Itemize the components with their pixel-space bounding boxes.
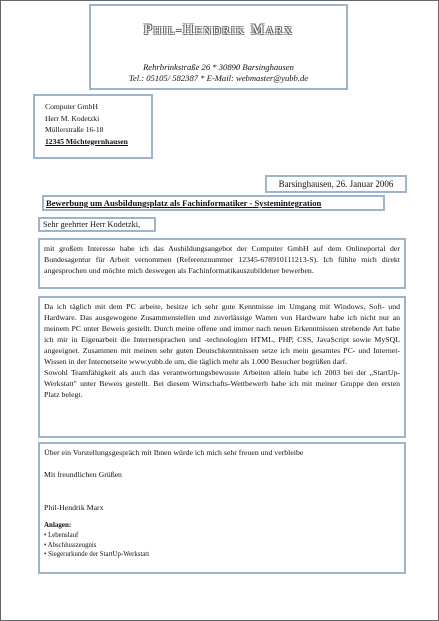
paragraph-teamwork-text: Sowohl Teamfähigkeit als auch das verantwortungsbewusste Arbeiten allein habe ich 2003 bei der „StartUp-Werkstatt" unter Beweis gestellt. Bei diesem Wirtschafts-Wettbewerb habe ich mit meiner Gruppe den ersten Platz belegt.	[44, 368, 400, 399]
salutation: Sehr geehrter Herr Kodetzki,	[38, 217, 156, 232]
letter-subject: Bewerbung um Ausbildungsplatz als Fachinformatiker - Systemintegration	[42, 195, 385, 211]
sender-contact: Tel.: 05105/ 582387 * E-Mail: webmaster@yubb.de	[128, 73, 309, 83]
recipient-city: 12345 Möchtegernhausen	[45, 136, 128, 146]
closing-sentence: Über ein Vorstellungsgespräch mit Ihnen würde ich mich sehr freuen und verbleibe	[44, 448, 304, 457]
attachment-item: • Siegerurkunde der StartUp-Werkstatt	[44, 551, 150, 558]
closing-section	[38, 442, 406, 574]
paragraph-skills	[38, 296, 406, 438]
paragraph-skills-text: Da ich täglich mit dem PC arbeite, besitze ich sehr gute Kenntnisse im Umgang mit Windows, Soft- und Hardware. Das ausgewogene Zusammenstellen und zuverlässige Warten von Hardware habe ich nicht nur an meinem PC unter Beweis gestellt. Durch meine offene und immer nach neuen Erkenntnissen strebende Art habe ich mir in Eigenarbeit die Internetsprachen und -technologien HTML, PHP, CSS, JavaScript sowie MySQL angeeignet. Zusammen mit meinen sehr guten Deutschkenntnissen setze ich mein gesamtes PC- und Internet-Wissen in der Internetseite www.yubb.de um, die täglich mehr als 1.000 Besucher begrüßen darf.	[44, 302, 400, 366]
recipient-address	[33, 94, 153, 159]
greeting: Mit freundlichen Grüßen	[44, 470, 122, 479]
attachment-item: • Abschlusszeugnis	[44, 541, 97, 549]
sender-name: Phil-Hendrik Marx	[143, 22, 294, 38]
signature: Phil-Hendrik Marx	[44, 503, 104, 512]
recipient-street: Müllerstraße 16-18	[45, 125, 104, 134]
sender-address: Rehrbrinkstraße 26 * 30890 Barsinghausen	[143, 62, 294, 72]
paragraph-intro: mit großem Interesse habe ich das Ausbildungsangebot der Computer GmbH auf dem Onlineportal der Bundesagentur für Arbeit vernommen (Referenznummer 12345-678910111213-S). Ich fühlte mich direkt angesprochen und möchte mich deswegen als Fachinformatikauszubildener bewerben.	[38, 238, 406, 289]
sender-header	[89, 4, 348, 90]
attachments-title: Anlagen:	[44, 521, 72, 529]
recipient-person: Herr M. Kodetzki	[45, 113, 100, 123]
letter-date: Barsinghausen, 26. Januar 2006	[265, 175, 407, 193]
recipient-company: Computer GmbH	[45, 102, 98, 111]
attachment-item: • Lebenslauf	[44, 532, 79, 539]
